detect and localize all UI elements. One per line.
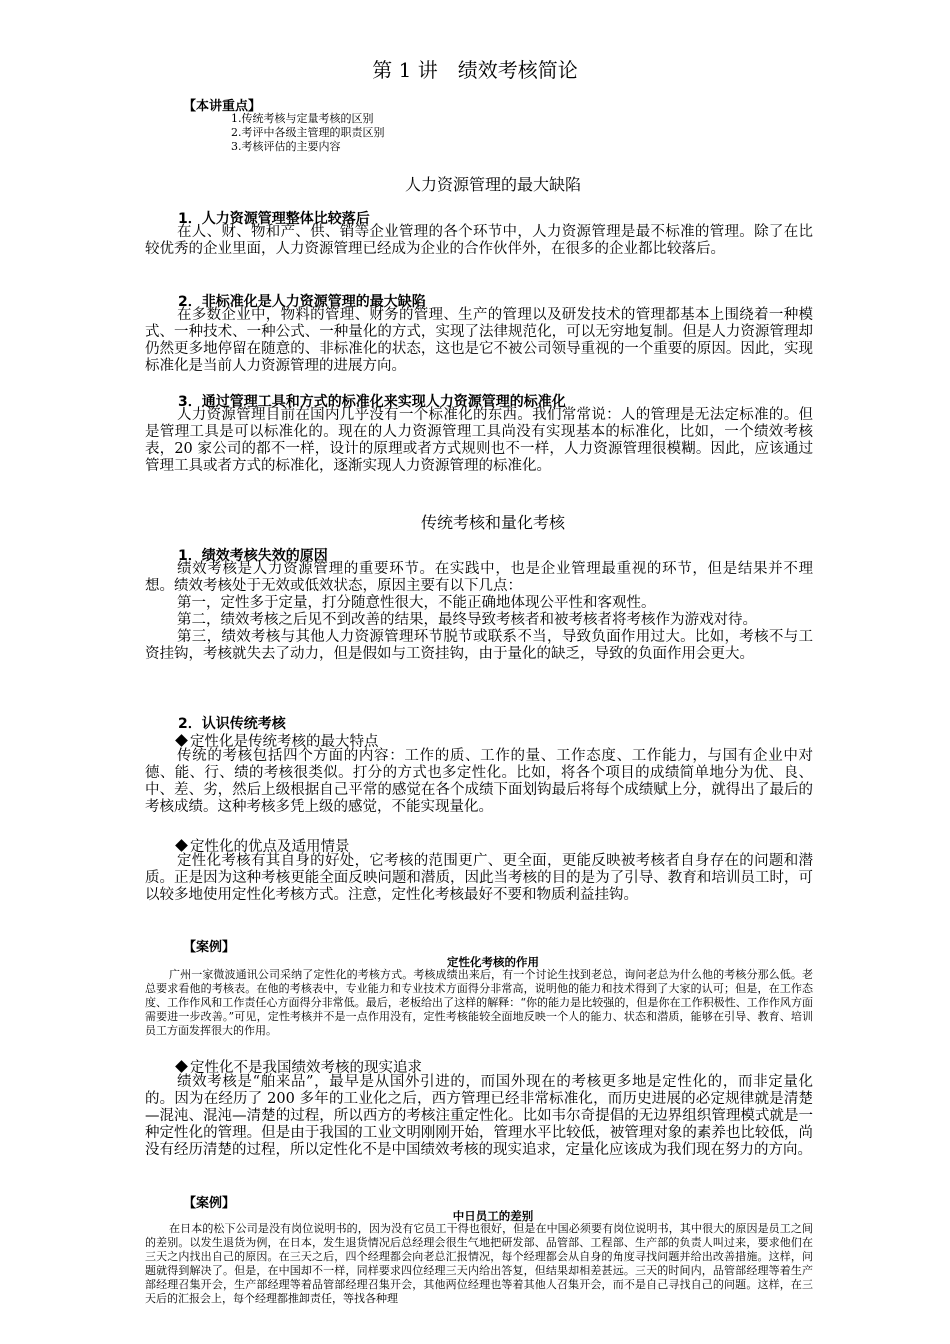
subsection-heading: 2．认识传统考核 bbox=[178, 716, 286, 732]
paragraph bbox=[145, 307, 813, 375]
case-text bbox=[145, 1222, 813, 1306]
paragraph bbox=[145, 748, 813, 816]
case-paragraph: 广州一家微波通讯公司采纳了定性化的考核方式。考核成绩出来后，有一个讨论生找到老总，询问老总为什么他的考核分那么低。老总要求看他的考核表。在他的考核表中，专业能力和专业技术方面得分非常高，说明他的能力和技术得到了大家的认可；但是，在工作态度、工作作风和工作责任心方面得分非常低。最后，老板给出了这样的解释：“你的能力是比较强的，但是你在工作积极性、工作作风方面需要进一步改善。”可见，定性考核并不是一点作用没有，定性考核能较全面地反映一个人的能力、状态和潜质，能够在引导、教育、培训员工方面发挥很大的作用。 bbox=[145, 968, 813, 1037]
paragraph-text: 在多数企业中，物料的管理、财务的管理、生产的管理以及研发技术的管理都基本上围绕着一种模式、一种技术、一种公式、一种量化的方式，实现了法律规范化，可以无穷地复制。但是人力资源管理却仍然更多地停留在随意的、非标准化的状态，这也是它不被公司领导重视的一个重要的原因。因此，实现标准化是当前人力资源管理的进展方向。 bbox=[145, 307, 813, 374]
case-paragraph: 在日本的松下公司是没有岗位说明书的，因为没有它员工干得也很好，但是在中国必须要有岗位说明书，其中很大的原因是员工之间的差别。以发生退货为例，在日本，发生退货情况后总经理会很生气地把研发部、品管部、工程部、生产部的负责人叫过来，要求他们在三天之内找出自己的原因。在三天之后，四个经理都会向老总汇报情况，每个经理都会从自身的角度寻找问题并给出改善措施。这样，问题就得到解决了。但是，在中国却不一样，同样要求四位经理三天内给出答复，但结果却相差甚远。三天的时间内，品管部经理等着生产部经理召集开会，生产部经理等着品管部经理召集开会，其他两位经理也等着其他人召集开会，而不是自己寻找自己的问题。这样，在三天后的汇报会上，每个经理都推卸责任，等找各种理 bbox=[145, 1222, 813, 1305]
paragraph-text: 定性化考核有其自身的好处，它考核的范围更广、更全面，更能反映被考核者自身存在的问题和潜质。正是因为这种考核更能全面反映问题和潜质，因此当考核的目的是为了引导、教育和培训员工时，可以较多地使用定性化考核方式。注意，定性化考核最好不要和物质利益挂钩。 bbox=[145, 853, 813, 903]
key-point-item: 3.考核评估的主要内容 bbox=[231, 140, 341, 153]
case-text bbox=[145, 968, 813, 1038]
paragraph-text: 在人、财、物和产、供、销等企业管理的各个环节中，人力资源管理是最不标准的管理。除了在比较优秀的企业里面，人力资源管理已经成为企业的合作伙伴外，在很多的企业都比较落后。 bbox=[145, 224, 813, 257]
paragraph-text: 绩效考核是“舶来品”，最早是从国外引进的，而国外现在的考核更多地是定性化的，而非定量化的。因为在经历了 200 多年的工业化之后，西方管理已经非常标准化，而历史进展的必定规律就是清楚—混沌、混沌—清楚的过程，所以西方的考核注重定性化。比如韦尔奇提倡的无边界组织管理模式就是一种定性化的管理。但是由于我国的工业文明刚刚开始，管理水平比较低，被管理对象的素养也比较低，尚没有经历清楚的过程，所以定性化不是中国绩效考核的现实追求，定量化应该成为我们现在努力的方向。 bbox=[145, 1074, 813, 1158]
subsection-heading: 1．人力资源管理整体比较落后 bbox=[178, 211, 370, 227]
case-label: 【案例】 bbox=[183, 940, 236, 955]
bullet-text: 定性化是传统考核的最大特点 bbox=[190, 734, 379, 750]
key-point-item: 2.考评中各级主管理的职责区别 bbox=[231, 126, 385, 139]
paragraph bbox=[145, 224, 813, 258]
paragraph-text: 绩效考核是人力资源管理的重要环节。在实践中，也是企业管理最重视的环节，但是结果并不理想。绩效考核处于无效或低效状态，原因主要有以下几点： bbox=[145, 561, 813, 594]
paragraph-text: 人力资源管理目前在国内几乎没有一个标准化的东西。我们常常说：人的管理是无法定标准的。但是管理工具是可以标准化的。现在的人力资源管理工具尚没有实现基本的标准化，比如，一个绩效考核表，20 家公司的都不一样，设计的原理或者方式规则也不一样，人力资源管理很模糊。因此，应该通过管理工具或者方式的标准化，逐渐实现人力资源管理的标准化。 bbox=[145, 407, 813, 474]
section-heading: 人力资源管理的最大缺陷 bbox=[404, 175, 581, 194]
paragraph bbox=[145, 407, 813, 475]
case-label: 【案例】 bbox=[183, 1196, 236, 1211]
paragraph bbox=[145, 853, 813, 904]
key-points-label: 【本讲重点】 bbox=[183, 99, 262, 114]
subsection-heading: 3．通过管理工具和方式的标准化来实现人力资源管理的标准化 bbox=[178, 394, 566, 410]
lecture-title: 第 1 讲 绩效考核简论 bbox=[372, 58, 578, 82]
diamond-bullet-icon bbox=[175, 839, 188, 852]
case-title: 定性化考核的作用 bbox=[447, 955, 539, 969]
paragraph-text: 第一，定性多于定量，打分随意性很大，不能正确地体现公平性和客观性。 bbox=[177, 595, 656, 611]
bullet-text: 定性化的优点及适用情景 bbox=[190, 839, 350, 855]
bullet-text: 定性化不是我国绩效考核的现实追求 bbox=[190, 1060, 422, 1076]
paragraph-text: 传统的考核包括四个方面的内容：工作的质、工作的量、工作态度、工作能力，与国有企业中对德、能、行、绩的考核很类似。打分的方式也多定性化。比如，将各个项目的成绩简单地分为优、良、中、差、劣，然后上级根据自己平常的感觉在各个成绩下面划钩最后将每个成绩赋上分，就得出了最后的考核成绩。这种考核多凭上级的感觉，不能实现量化。 bbox=[145, 748, 813, 815]
paragraph-text: 第二，绩效考核之后见不到改善的结果，最终导致考核者和被考核者将考核作为游戏对待。 bbox=[177, 612, 757, 628]
paragraph-text: 第三，绩效考核与其他人力资源管理环节脱节或联系不当，导致负面作用过大。比如，考核不与工资挂钩，考核就失去了动力，但是假如与工资挂钩，由于量化的缺乏，导致的负面作用会更大。 bbox=[145, 629, 813, 662]
diamond-bullet-icon bbox=[175, 734, 188, 747]
paragraph bbox=[145, 1074, 813, 1159]
paragraph bbox=[145, 561, 813, 663]
section-heading: 传统考核和量化考核 bbox=[420, 513, 565, 532]
subsection-heading: 2．非标准化是人力资源管理的最大缺陷 bbox=[178, 294, 426, 310]
case-title: 中日员工的差别 bbox=[452, 1209, 534, 1223]
key-point-item: 1.传统考核与定量考核的区别 bbox=[231, 112, 374, 125]
diamond-bullet-icon bbox=[175, 1060, 188, 1073]
subsection-heading: 1．绩效考核失效的原因 bbox=[178, 548, 328, 564]
